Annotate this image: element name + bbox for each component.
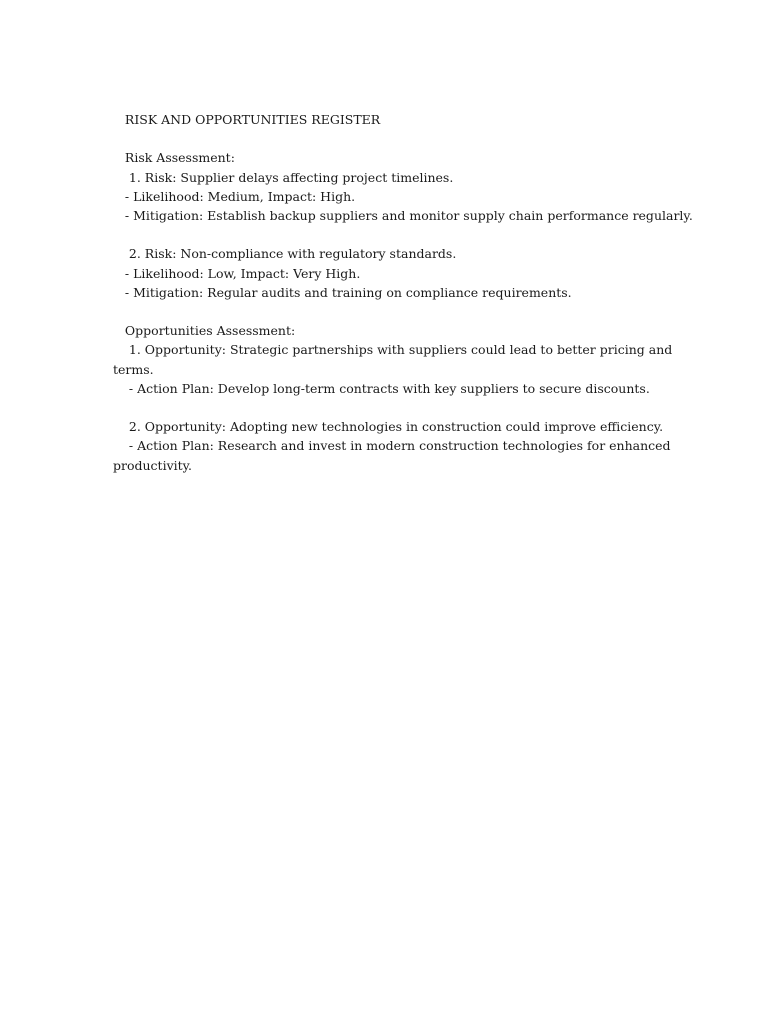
spacer — [113, 398, 673, 417]
risk-heading: Risk Assessment: — [124, 150, 235, 166]
opportunity-1-title: 1. Opportunity: Strategic partnerships with suppliers could lead to better pricing and terms. — [113, 342, 677, 377]
risk-1-likelihood: - Likelihood: Medium, Impact: High. — [124, 188, 356, 204]
risk-1-mitigation: - Mitigation: Establish backup suppliers and monitor supply chain performance regularly. — [124, 208, 693, 223]
risk-2-likelihood: - Likelihood: Low, Impact: Very High. — [124, 265, 361, 281]
opportunity-1-action: - Action Plan: Develop long-term contracts with key suppliers to secure discounts. — [128, 380, 650, 396]
risk-2-mitigation: - Mitigation: Regular audits and training on compliance requirements. — [124, 284, 572, 300]
document-page — [113, 110, 693, 475]
spacer — [113, 129, 673, 148]
spacer — [113, 225, 673, 244]
risk-2-title: 2. Risk: Non-compliance with regulatory standards. — [128, 246, 457, 262]
document-title: RISK AND OPPORTUNITIES REGISTER — [124, 112, 381, 127]
opportunity-heading: Opportunities Assessment: — [124, 323, 296, 339]
opportunity-2-action: - Action Plan: Research and invest in modern construction technologies for enhanced productivity. — [113, 438, 675, 473]
spacer — [113, 302, 673, 321]
risk-1-title: 1. Risk: Supplier delays affecting project timelines. — [128, 169, 454, 185]
opportunity-2-title: 2. Opportunity: Adopting new technologies in construction could improve efficiency. — [128, 419, 664, 435]
